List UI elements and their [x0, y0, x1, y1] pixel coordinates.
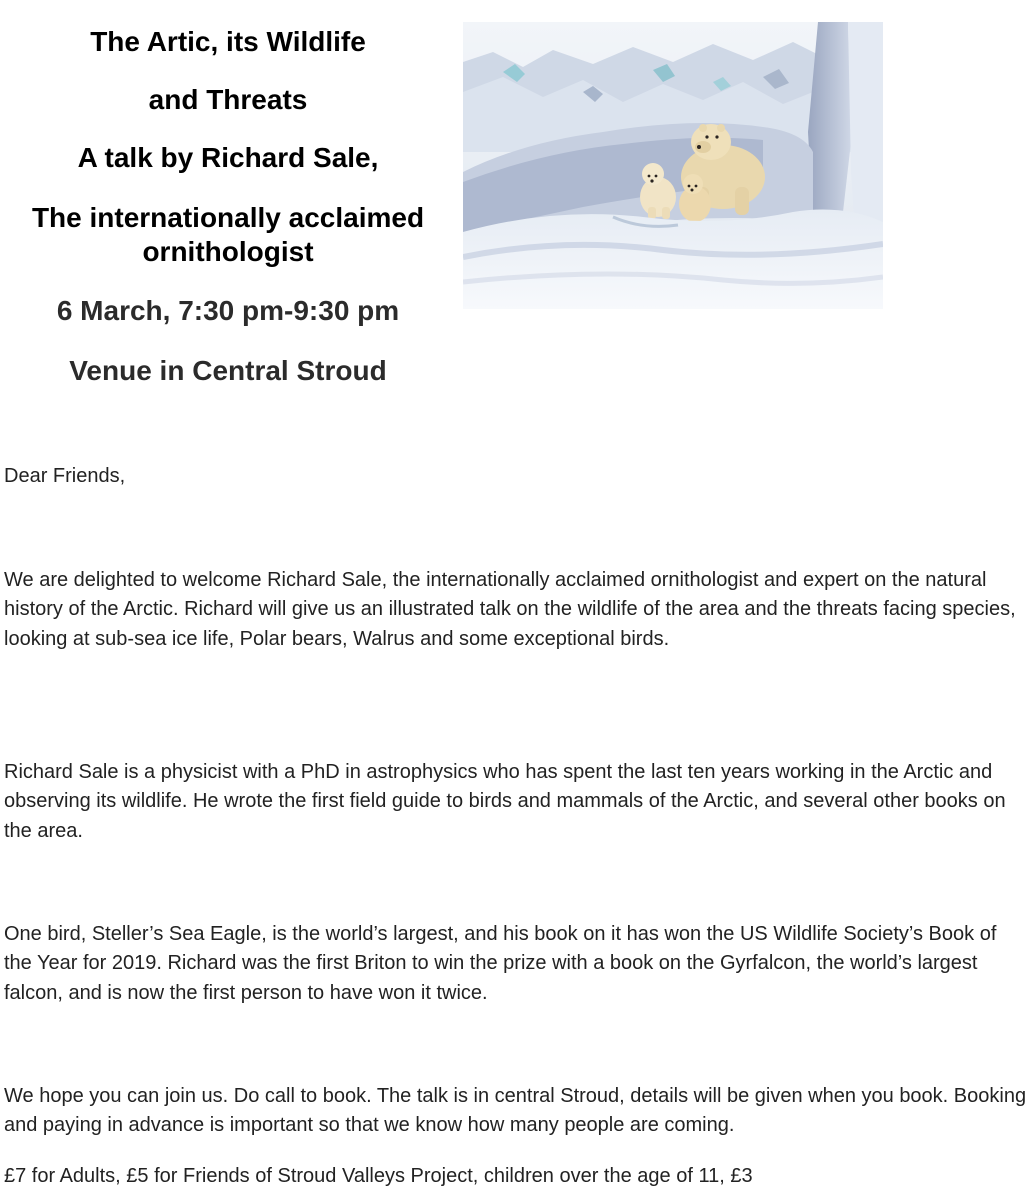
letter-paragraph-speaker-bio: Richard Sale is a physicist with a PhD in astrophysics who has spent the last ten years working in the Arctic and observing its wildlife. He wrote the first field guide to birds and mammals of the Arctic, and several other books on the area.: [4, 761, 1006, 842]
event-title-line-2: and Threats: [148, 84, 308, 115]
speaker-description-line-1: The internationally acclaimed: [31, 202, 425, 233]
ticket-prices: £7 for Adults, £5 for Friends of Stroud Valleys Project, children over the age of 11, £3: [4, 1165, 753, 1187]
speaker-description-line-2: ornithologist: [142, 236, 314, 267]
event-header: [0, 0, 1029, 410]
event-date-time: 6 March, 7:30 pm-9:30 pm: [56, 295, 400, 326]
letter-paragraph-booking: We hope you can join us. Do call to book. The talk is in central Stroud, details will be given when you book. Booking and paying in advance is important so that we know how many people are coming.: [4, 1085, 1027, 1137]
letter-paragraph-intro: We are delighted to welcome Richard Sale, the internationally acclaimed ornithologist and expert on the natural history of the Arctic. Richard will give us an illustrated talk on the wildlife of the area and the threats facing species, looking at sub-sea ice life, Polar bears, Walrus and some exceptional birds.: [4, 569, 1016, 650]
event-title-line-1: The Artic, its Wildlife: [90, 26, 366, 57]
letter-greeting: Dear Friends,: [4, 465, 126, 487]
polar-bears-photo: [463, 22, 883, 309]
event-speaker-line: A talk by Richard Sale,: [77, 142, 379, 173]
polar-bears-illustration: [463, 22, 883, 309]
letter-paragraph-awards: One bird, Steller’s Sea Eagle, is the world’s largest, and his book on it has won the US Wildlife Society’s Book of the Year for 2019. Richard was the first Briton to win the prize with a book on the Gyrfalcon, the world’s largest falcon, and is now the first person to have won it twice.: [4, 923, 997, 1004]
event-venue: Venue in Central Stroud: [69, 355, 387, 386]
